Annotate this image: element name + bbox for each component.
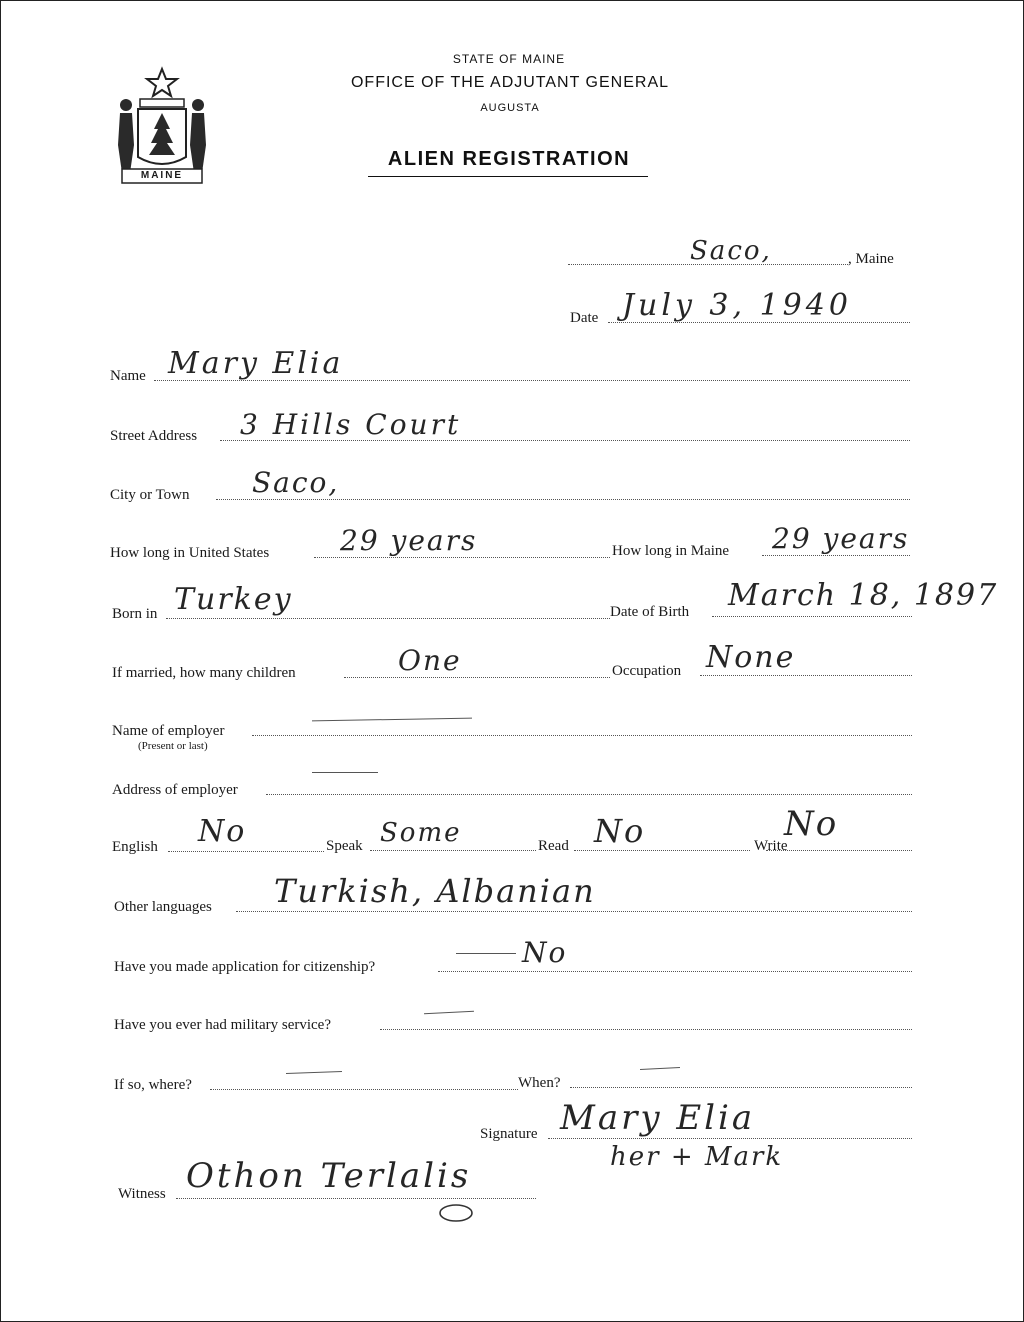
write-value[interactable]: No — [784, 804, 839, 844]
long-maine-value[interactable]: 29 years — [772, 522, 910, 555]
name-label: Name — [110, 368, 146, 384]
speak-label: Speak — [326, 838, 363, 854]
witness-value[interactable]: Othon Terlalis — [186, 1156, 472, 1196]
other-languages-label: Other languages — [114, 899, 212, 915]
signature-line — [548, 1138, 912, 1139]
town-value[interactable]: Saco, — [690, 236, 772, 266]
witness-flourish-icon — [436, 1200, 476, 1226]
header-state: STATE OF MAINE — [452, 52, 566, 66]
long-us-label: How long in United States — [110, 545, 270, 561]
city-line — [216, 499, 910, 500]
where-label: If so, where? — [114, 1077, 192, 1093]
born-label: Born in — [112, 606, 158, 622]
when-line — [570, 1087, 912, 1088]
long-us-line — [314, 557, 610, 558]
english-line — [168, 851, 324, 852]
employer-address-line — [266, 794, 912, 795]
when-label: When? — [518, 1075, 561, 1091]
date-value[interactable]: July 3, 1940 — [622, 288, 852, 323]
speak-value[interactable]: Some — [380, 818, 462, 848]
born-value[interactable]: Turkey — [174, 582, 293, 617]
title-underline — [368, 176, 648, 177]
read-value[interactable]: No — [594, 812, 646, 850]
street-label: Street Address — [110, 428, 198, 444]
witness-line — [176, 1198, 536, 1199]
read-label: Read — [538, 838, 569, 854]
city-label: City or Town — [110, 487, 190, 503]
city-value[interactable]: Saco, — [252, 466, 340, 499]
signature-value[interactable]: Mary Elia — [560, 1098, 756, 1138]
employer-address-dash — [312, 772, 378, 773]
citizenship-value[interactable]: No — [522, 936, 568, 969]
employer-address-label: Address of employer — [112, 782, 238, 798]
born-line — [166, 618, 610, 619]
military-label: Have you ever had military service? — [114, 1017, 331, 1033]
name-value[interactable]: Mary Elia — [168, 346, 344, 381]
citizenship-dash — [456, 953, 516, 954]
write-label: Write — [754, 838, 788, 854]
witness-label: Witness — [118, 1186, 166, 1202]
date-label: Date — [570, 310, 599, 326]
english-label: English — [112, 839, 158, 855]
children-line — [344, 677, 610, 678]
signature-label: Signature — [480, 1126, 538, 1142]
long-maine-label: How long in Maine — [612, 543, 730, 559]
header-office: OFFICE OF THE ADJUTANT GENERAL — [350, 74, 670, 91]
military-line — [380, 1029, 912, 1030]
write-line — [766, 850, 912, 851]
citizenship-line — [438, 971, 912, 972]
form-title: ALIEN REGISTRATION — [387, 148, 631, 170]
occupation-label: Occupation — [612, 663, 682, 679]
header-city: AUGUSTA — [480, 102, 540, 114]
dob-value[interactable]: March 18, 1897 — [728, 578, 999, 613]
long-maine-line — [762, 555, 910, 556]
other-languages-line — [236, 911, 912, 912]
children-label: If married, how many children — [112, 665, 296, 681]
signature-mark: her + Mark — [610, 1142, 784, 1172]
employer-line — [252, 735, 912, 736]
other-languages-value[interactable]: Turkish, Albanian — [274, 872, 596, 910]
citizenship-label: Have you made application for citizenship? — [114, 959, 376, 975]
speak-line — [370, 850, 536, 851]
read-line — [574, 850, 750, 851]
dob-line — [712, 616, 912, 617]
seal-label: MAINE — [140, 170, 184, 181]
employer-sub-label: (Present or last) — [138, 740, 208, 752]
long-us-value[interactable]: 29 years — [340, 524, 478, 557]
maine-label: , Maine — [848, 251, 894, 267]
dob-label: Date of Birth — [610, 604, 690, 620]
occupation-line — [700, 675, 912, 676]
occupation-value[interactable]: None — [706, 640, 796, 675]
children-value[interactable]: One — [398, 644, 462, 677]
english-value[interactable]: No — [198, 814, 247, 849]
street-value[interactable]: 3 Hills Court — [240, 408, 462, 441]
employer-label: Name of employer — [112, 723, 225, 739]
where-line — [210, 1089, 518, 1090]
